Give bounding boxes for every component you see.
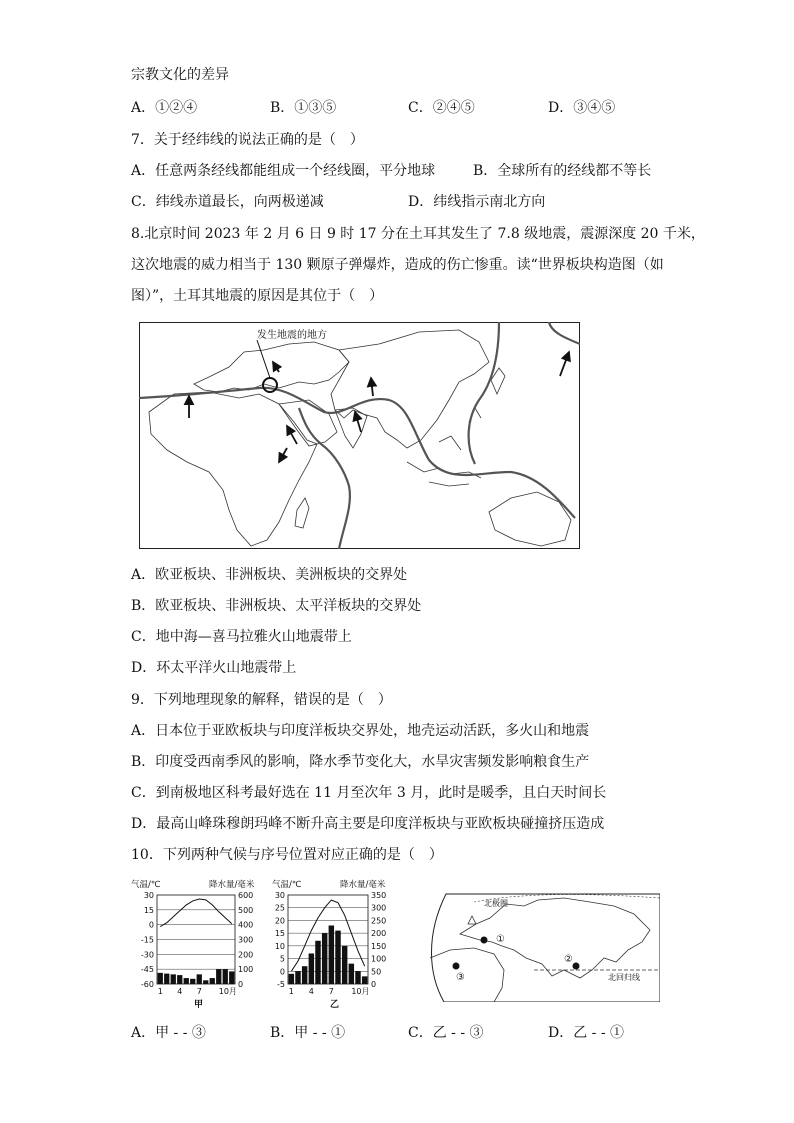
jia-temp-tick: -45 bbox=[140, 965, 154, 975]
arctic-circle-label: 北极圈 bbox=[484, 899, 508, 908]
world-plate-map bbox=[139, 322, 580, 549]
yi-precip-bar bbox=[335, 931, 340, 984]
yi-temp-tick: 20 bbox=[274, 916, 285, 926]
q9-stem: 9．下列地理现象的解释，错误的是（ ） bbox=[131, 692, 392, 708]
jia-chart-title: 甲 bbox=[194, 1000, 204, 1010]
jia-prec-tick: 500 bbox=[238, 905, 254, 915]
location-2-dot bbox=[573, 963, 580, 970]
jia-month-tick: 4 bbox=[177, 987, 183, 996]
jia-temp-tick: -60 bbox=[140, 980, 154, 989]
jia-precip-bar bbox=[229, 971, 234, 984]
jia-month-tick: 1 bbox=[157, 987, 163, 996]
jia-temp-tick: -30 bbox=[140, 950, 154, 960]
jia-precip-bar bbox=[158, 973, 163, 984]
q6-option-a[interactable]: A．①②④ bbox=[131, 100, 198, 116]
yi-precip-bar bbox=[295, 971, 300, 984]
q7-option-c[interactable]: C．纬线赤道最长，向两极递减 bbox=[131, 194, 324, 210]
yi-prec-axis-label: 降水量/毫米 bbox=[340, 880, 386, 890]
jia-temperature-line bbox=[160, 899, 232, 927]
q9-option-a[interactable]: A．日本位于亚欧板块与印度洋板块交界处，地壳运动活跃，多火山和地震 bbox=[131, 723, 590, 739]
yi-prec-tick: 150 bbox=[371, 941, 387, 951]
jia-prec-tick: 0 bbox=[238, 980, 244, 989]
jia-month-tick: 7 bbox=[196, 987, 202, 996]
q7-option-b[interactable]: B．全球所有的经线都不等长 bbox=[473, 163, 652, 179]
yi-precip-bar bbox=[329, 926, 334, 984]
yi-temp-axis-label: 气温/℃ bbox=[272, 880, 302, 890]
yi-precip-bar bbox=[302, 966, 307, 984]
yi-prec-tick: 300 bbox=[371, 903, 387, 913]
location-3-label: ③ bbox=[456, 972, 465, 983]
yi-precip-bar bbox=[349, 964, 354, 984]
yi-temp-tick: 10 bbox=[274, 941, 285, 951]
yi-precip-bar bbox=[322, 933, 327, 984]
q10-option-b[interactable]: B．甲 - - ① bbox=[270, 1025, 346, 1041]
q8-option-d[interactable]: D．环太平洋火山地震带上 bbox=[131, 660, 297, 676]
q8-stem-line1: 8.北京时间 2023 年 2 月 6 日 9 时 17 分在土耳其发生了 7.8 级地震，震源深度 20 千米， bbox=[131, 226, 705, 242]
q8-option-c[interactable]: C．地中海—喜马拉雅火山地震带上 bbox=[131, 629, 352, 645]
q6-option-c[interactable]: C．②④⑤ bbox=[408, 100, 475, 116]
yi-temp-tick: -5 bbox=[277, 980, 285, 989]
jia-precip-bar bbox=[184, 978, 189, 984]
location-1-dot bbox=[481, 937, 488, 944]
q9-option-c[interactable]: C．到南极地区科考最好选在 11 月至次年 3 月，此时是暖季，且白天时间长 bbox=[131, 785, 607, 801]
jia-prec-tick: 200 bbox=[238, 950, 254, 960]
eurasia-location-map bbox=[414, 884, 660, 1002]
jia-precip-bar bbox=[197, 974, 202, 984]
yi-temperature-line bbox=[291, 900, 364, 971]
q8-option-b[interactable]: B．欧亚板块、非洲板块、太平洋板块的交界处 bbox=[131, 598, 422, 614]
jia-precip-bar bbox=[210, 978, 215, 984]
q9-option-d[interactable]: D．最高山峰珠穆朗玛峰不断升高主要是印度洋板块与亚欧板块碰撞挤压造成 bbox=[131, 816, 605, 832]
yi-precip-bar bbox=[315, 941, 320, 984]
jia-precip-bar bbox=[203, 980, 208, 984]
yi-month-tick: 10月 bbox=[351, 987, 370, 996]
jia-precip-bar bbox=[171, 974, 176, 984]
jia-prec-tick: 300 bbox=[238, 935, 254, 945]
q10-option-c[interactable]: C．乙 - - ③ bbox=[408, 1025, 484, 1041]
q9-option-b[interactable]: B．印度受西南季风的影响，降水季节变化大，水旱灾害频发影响粮食生产 bbox=[131, 754, 590, 770]
jia-temp-tick: 30 bbox=[143, 891, 154, 900]
yi-temp-tick: 0 bbox=[279, 967, 285, 977]
q6-option-d[interactable]: D．③④⑤ bbox=[548, 100, 616, 116]
climate-chart-yi bbox=[272, 876, 402, 1010]
q10-stem: 10．下列两种气候与序号位置对应正确的是（ ） bbox=[131, 847, 443, 863]
tropic-label: 北回归线 bbox=[608, 973, 640, 982]
location-3-dot bbox=[453, 963, 460, 970]
q10-option-d[interactable]: D．乙 - - ① bbox=[548, 1025, 625, 1041]
yi-temp-tick: 15 bbox=[274, 929, 285, 939]
yi-precip-bar bbox=[362, 976, 367, 984]
q8-option-a[interactable]: A．欧亚板块、非洲板块、美洲板块的交界处 bbox=[131, 567, 408, 583]
jia-temp-axis-label: 气温/℃ bbox=[131, 880, 161, 890]
jia-prec-tick: 400 bbox=[238, 920, 254, 930]
location-2-label: ② bbox=[564, 954, 573, 965]
yi-month-tick: 7 bbox=[328, 987, 334, 996]
yi-month-tick: 1 bbox=[288, 987, 294, 996]
jia-prec-tick: 100 bbox=[238, 965, 254, 975]
earthquake-label: 发生地震的地方 bbox=[257, 330, 327, 341]
location-1-label: ① bbox=[496, 934, 505, 945]
yi-month-tick: 4 bbox=[308, 987, 314, 996]
q7-option-a[interactable]: A．任意两条经线都能组成一个经线圈，平分地球 bbox=[131, 163, 436, 179]
yi-plot-frame bbox=[288, 895, 368, 984]
q8-stem-line3: 图）”，土耳其地震的原因是其位于（ ） bbox=[131, 288, 384, 304]
jia-precip-bar bbox=[177, 975, 182, 984]
jia-precip-bar bbox=[190, 979, 195, 984]
jia-prec-axis-label: 降水量/毫米 bbox=[209, 880, 255, 890]
jia-precip-bar bbox=[223, 969, 228, 984]
yi-temp-tick: 25 bbox=[274, 903, 285, 913]
yi-precip-bar bbox=[289, 974, 294, 984]
jia-temp-tick: 15 bbox=[143, 905, 154, 915]
jia-precip-bar bbox=[216, 969, 221, 984]
yi-precip-bar bbox=[355, 971, 360, 984]
yi-precip-bar bbox=[309, 953, 314, 984]
q10-option-a[interactable]: A．甲 - - ③ bbox=[131, 1025, 206, 1041]
yi-prec-tick: 0 bbox=[371, 980, 377, 989]
yi-prec-tick: 50 bbox=[371, 967, 382, 977]
yi-temp-tick: 5 bbox=[279, 954, 285, 964]
yi-chart-title: 乙 bbox=[330, 1000, 340, 1010]
question-fragment: 宗教文化的差异 bbox=[131, 67, 229, 83]
yi-prec-tick: 250 bbox=[371, 916, 387, 926]
q6-option-b[interactable]: B．①③⑤ bbox=[270, 100, 337, 116]
jia-temp-tick: -15 bbox=[140, 935, 154, 945]
jia-month-tick: 10月 bbox=[218, 987, 237, 996]
yi-prec-tick: 100 bbox=[371, 954, 387, 964]
yi-temp-tick: 30 bbox=[274, 891, 285, 900]
yi-prec-tick: 350 bbox=[371, 891, 387, 900]
yi-precip-bar bbox=[342, 946, 347, 984]
jia-prec-tick: 600 bbox=[238, 891, 254, 900]
climate-chart-jia bbox=[131, 876, 270, 1010]
q7-stem: 7．关于经纬线的说法正确的是（ ） bbox=[131, 132, 364, 148]
jia-temp-tick: 0 bbox=[148, 920, 154, 930]
yi-prec-tick: 200 bbox=[371, 929, 387, 939]
jia-precip-bar bbox=[164, 974, 169, 984]
map-frame bbox=[432, 894, 661, 1002]
q7-option-d[interactable]: D．纬线指示南北方向 bbox=[408, 194, 546, 210]
q8-stem-line2: 这次地震的威力相当于 130 颗原子弹爆炸，造成的伤亡惨重。读“世界板块构造图（如 bbox=[131, 257, 664, 273]
